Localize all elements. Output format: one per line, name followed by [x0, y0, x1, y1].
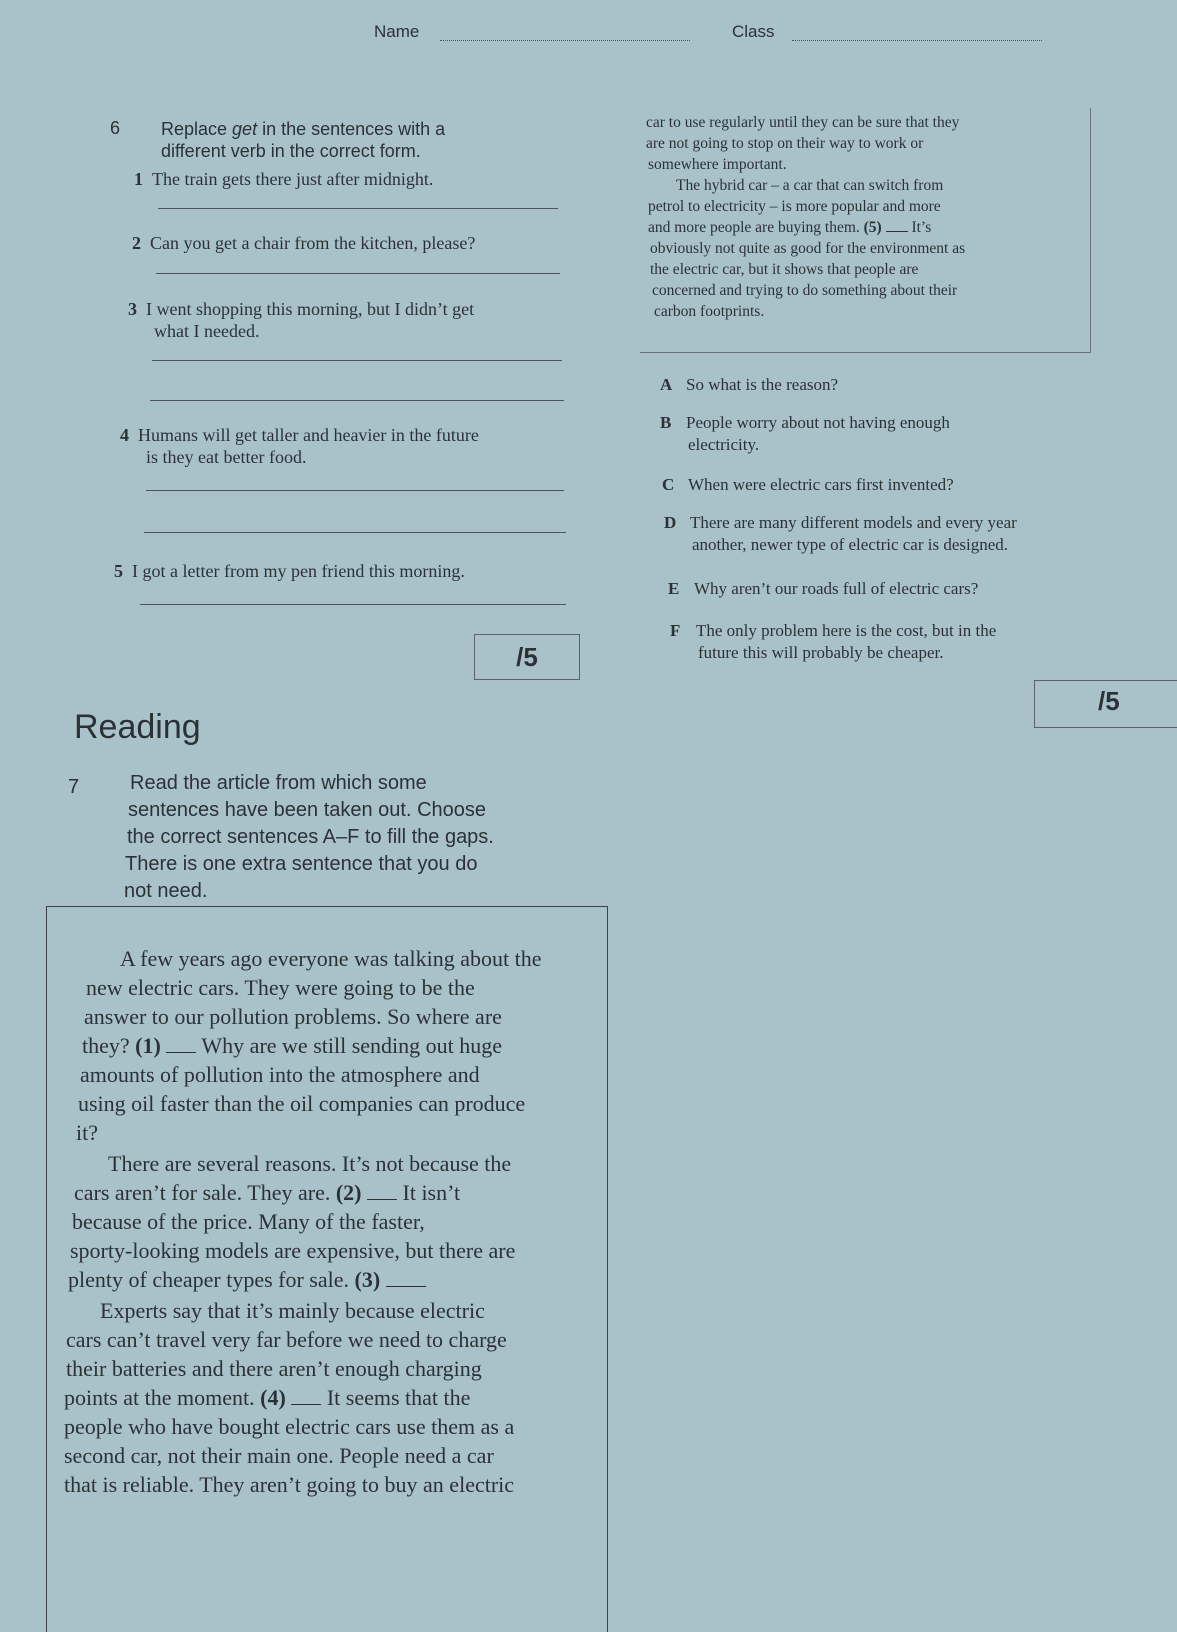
article-line: the electric car, but it shows that people are — [650, 261, 919, 278]
article-line: obviously not quite as good for the environment as — [650, 240, 966, 257]
option-letter: E — [668, 579, 680, 598]
article-line: their batteries and there aren’t enough charging — [66, 1356, 482, 1381]
gap-2-label: (2) — [335, 1180, 362, 1205]
ex6-score: /5 — [516, 642, 538, 672]
item-number: 1 — [134, 169, 143, 189]
ex7-instruction — [124, 770, 494, 905]
ex6-item-4 — [120, 424, 479, 468]
item-text: Humans will get taller and heavier in the future — [138, 425, 479, 445]
article-line: The hybrid car – a car that can switch from — [676, 177, 944, 194]
article-line: carbon footprints. — [654, 303, 765, 320]
ex6-instruction-word: get — [232, 119, 258, 139]
item-text: I got a letter from my pen friend this morning. — [132, 561, 465, 581]
gap-1[interactable] — [166, 1038, 196, 1053]
article-text-span: It isn’t — [402, 1180, 461, 1205]
item-number: 3 — [128, 299, 137, 319]
article-line: concerned and trying to do something about their — [652, 282, 958, 299]
ex6-instruction-line2: different verb in the correct form. — [161, 141, 421, 161]
answer-line-3b[interactable] — [150, 400, 564, 401]
answer-line-1[interactable] — [158, 208, 558, 209]
article-text-span: plenty of cheaper types for sale. — [68, 1267, 355, 1292]
gap-2[interactable] — [367, 1185, 397, 1200]
ex7-score: /5 — [1098, 686, 1120, 716]
option-text-cont: another, newer type of electric car is designed. — [692, 535, 1009, 554]
article-text-span: Why are we still sending out huge — [201, 1033, 503, 1058]
option-letter: A — [660, 375, 673, 394]
article-line: cars can’t travel very far before we need to charge — [66, 1327, 507, 1352]
item-text-cont: what I needed. — [154, 321, 260, 341]
article-line: sporty-looking models are expensive, but there are — [70, 1238, 516, 1263]
article-line: are not going to stop on their way to work or — [646, 135, 924, 152]
article-line — [64, 1178, 594, 1207]
answer-line-3a[interactable] — [152, 360, 562, 361]
ex6-item-5 — [114, 560, 465, 582]
gap-4[interactable] — [291, 1390, 321, 1405]
option-letter: B — [660, 413, 672, 432]
item-number: 4 — [120, 425, 129, 445]
option-d — [664, 512, 1017, 556]
option-text: People worry about not having enough — [686, 413, 950, 432]
class-label: Class — [732, 22, 775, 41]
option-letter: F — [670, 621, 681, 640]
article-text-span: and more people are buying them. — [648, 219, 864, 236]
option-text: The only problem here is the cost, but in the — [696, 621, 997, 640]
article-line: second car, not their main one. People need a car — [64, 1443, 494, 1468]
ex6-score-box[interactable] — [474, 634, 580, 680]
ex7-line: the correct sentences A–F to fill the gaps. — [127, 826, 494, 848]
article-line: somewhere important. — [648, 156, 787, 173]
article-line: people who have bought electric cars use them as a — [64, 1414, 515, 1439]
article-line: new electric cars. They were going to be the — [86, 975, 475, 1000]
ex7-line: not need. — [124, 880, 208, 902]
article-text-span: points at the moment. — [64, 1385, 261, 1410]
article-line: Experts say that it’s mainly because electric — [100, 1298, 485, 1323]
gap-5-label: (5) — [863, 219, 882, 236]
item-text: Can you get a chair from the kitchen, please? — [150, 233, 476, 253]
option-a — [660, 374, 838, 396]
article-line: petrol to electricity – is more popular and more — [648, 198, 941, 215]
class-line[interactable] — [792, 40, 1042, 41]
ex6-item-2 — [132, 232, 475, 254]
article-line: car to use regularly until they can be sure that they — [646, 114, 960, 131]
option-text: Why aren’t our roads full of electric cars? — [694, 579, 979, 598]
item-text: I went shopping this morning, but I didn’t get — [146, 299, 475, 319]
ex6-instruction-post: in the sentences with a — [257, 119, 446, 139]
gap-4-label: (4) — [260, 1385, 286, 1410]
item-number: 5 — [114, 561, 123, 581]
ex7-line: Read the article from which some — [130, 772, 427, 794]
ex6-number: 6 — [110, 118, 121, 138]
name-line[interactable] — [440, 40, 690, 41]
article-line — [64, 1383, 594, 1412]
article-line — [64, 1265, 594, 1294]
option-b — [660, 412, 950, 456]
answer-line-4b[interactable] — [144, 532, 566, 533]
ex6-item-1 — [134, 168, 433, 190]
gap-1-label: (1) — [135, 1033, 161, 1058]
option-c — [662, 474, 954, 496]
ex6-instruction-pre: Replace — [161, 119, 233, 139]
option-text-cont: electricity. — [688, 435, 760, 454]
ex7-line: There is one extra sentence that you do — [125, 853, 478, 875]
article-line: There are several reasons. It’s not because the — [108, 1151, 512, 1176]
article-line: because of the price. Many of the faster, — [72, 1209, 425, 1234]
answer-line-4a[interactable] — [146, 490, 564, 491]
article-text-span: It seems that the — [326, 1385, 471, 1410]
gap-3-label: (3) — [354, 1267, 381, 1292]
option-e — [668, 578, 978, 600]
gap-5[interactable] — [886, 219, 908, 232]
option-text: When were electric cars first invented? — [688, 475, 954, 494]
article-line: using oil faster than the oil companies can produce — [78, 1091, 526, 1116]
ex6-item-3 — [128, 298, 474, 342]
article-text-span: It’s — [911, 219, 932, 236]
option-letter: C — [662, 475, 675, 494]
name-label: Name — [374, 22, 420, 41]
article-text-span: they? — [82, 1033, 136, 1058]
option-text: There are many different models and every year — [690, 513, 1017, 532]
article-continuation-text — [646, 112, 1086, 322]
gap-3[interactable] — [386, 1272, 426, 1287]
option-f — [670, 620, 996, 664]
article-line — [646, 217, 1086, 238]
ex6-instruction — [161, 118, 445, 162]
item-text-cont: is they eat better food. — [146, 447, 307, 467]
article-text-span: cars aren’t for sale. They are. — [74, 1180, 336, 1205]
answer-line-2[interactable] — [156, 273, 560, 274]
option-text-cont: future this will probably be cheaper. — [698, 643, 944, 662]
article-line: that is reliable. They aren’t going to buy an electric — [64, 1472, 515, 1497]
article-line: it? — [76, 1120, 98, 1145]
article-line: amounts of pollution into the atmosphere and — [80, 1062, 480, 1087]
ex7-line: sentences have been taken out. Choose — [128, 799, 487, 821]
ex7-number: 7 — [68, 776, 80, 798]
article-text — [64, 944, 594, 1499]
answer-line-5[interactable] — [140, 604, 566, 605]
option-text: So what is the reason? — [686, 375, 839, 394]
item-number: 2 — [132, 233, 141, 253]
option-letter: D — [664, 513, 677, 532]
reading-heading: Reading — [74, 708, 201, 746]
article-line — [64, 1031, 594, 1060]
item-text: The train gets there just after midnight. — [152, 169, 434, 189]
article-line: A few years ago everyone was talking about the — [120, 946, 542, 971]
article-line: answer to our pollution problems. So where are — [84, 1004, 502, 1029]
